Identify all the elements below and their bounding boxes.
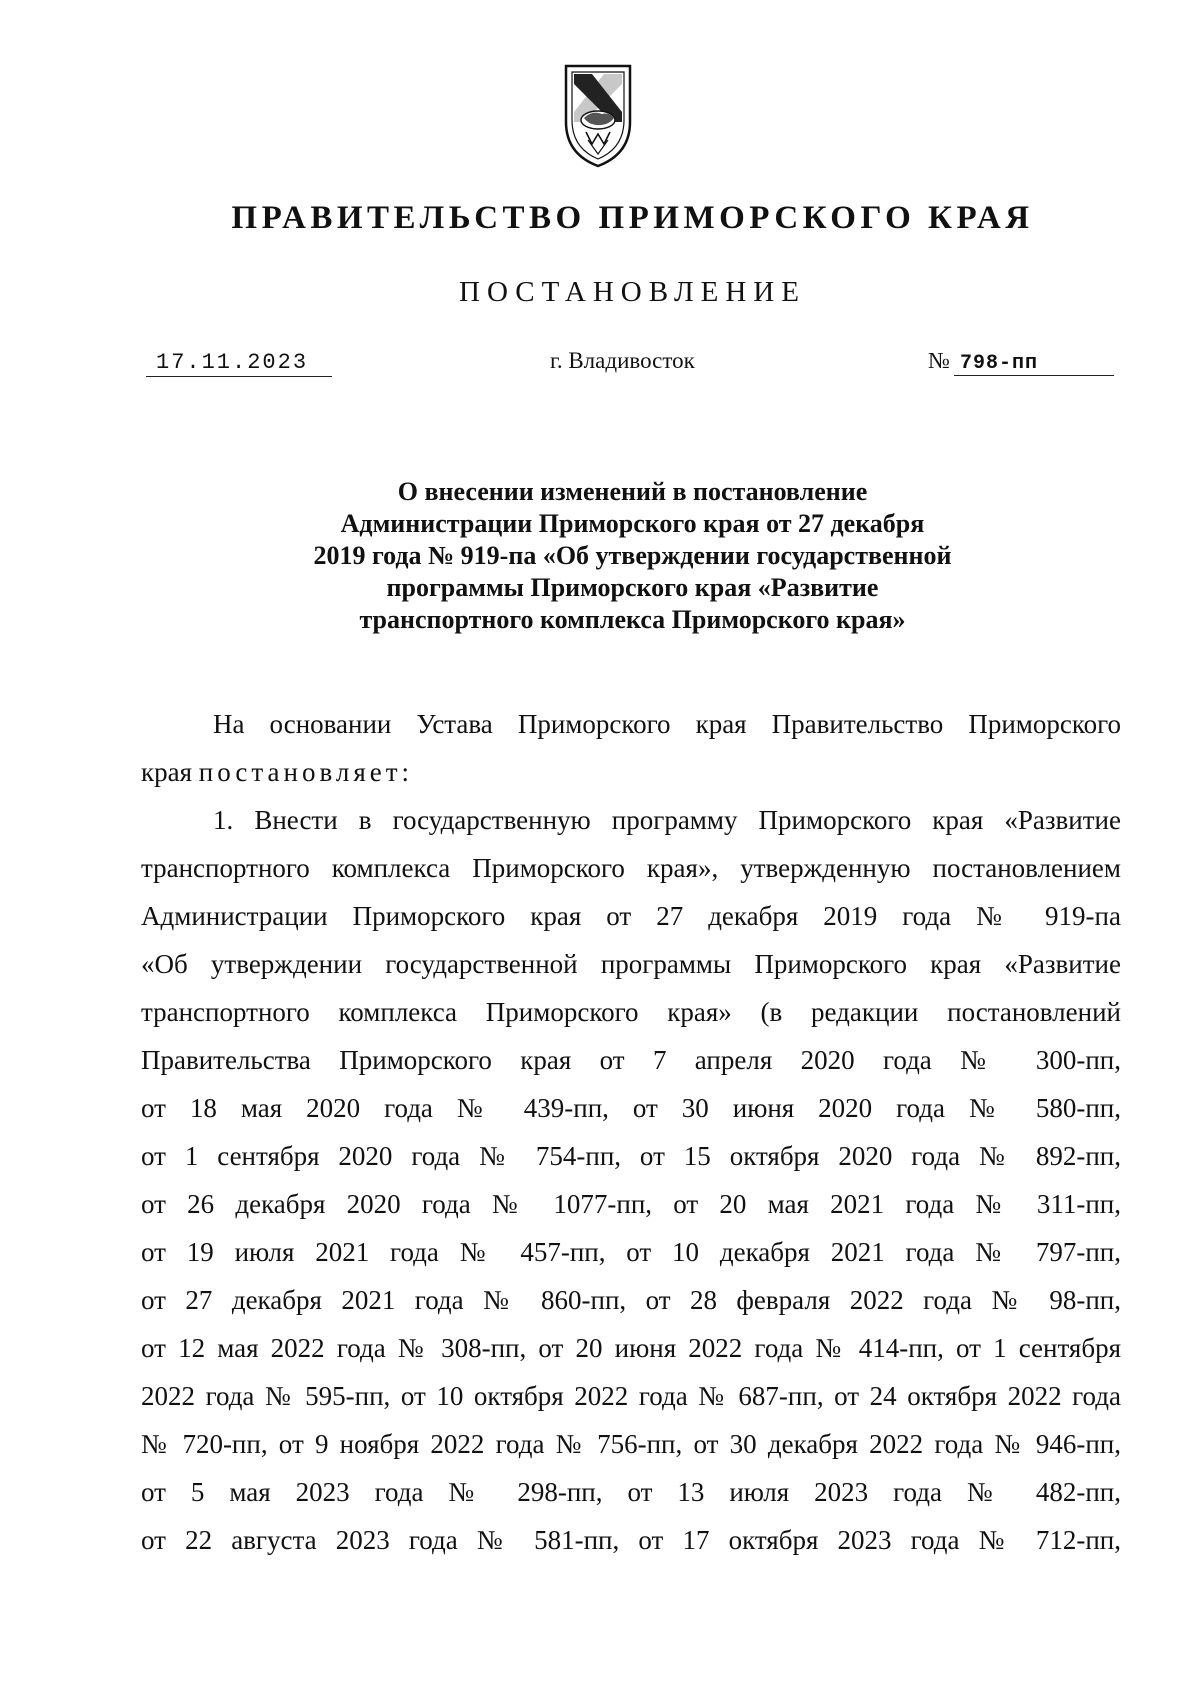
preamble-line: На основании Устава Приморского края Правительство Приморского bbox=[213, 709, 1121, 739]
subject-line: транспортного комплекса Приморского края» bbox=[359, 605, 906, 634]
item-line: от 27 декабря 2021 года № 860-пп, от 28 февраля 2022 года № 98-пп, bbox=[141, 1285, 1121, 1315]
government-title: ПРАВИТЕЛЬСТВО ПРИМОРСКОГО КРАЯ bbox=[231, 200, 1034, 236]
item-line: от 22 августа 2023 года № 581-пп, от 17 октября 2023 года № 712-пп, bbox=[141, 1525, 1121, 1555]
document-city: г. Владивосток bbox=[550, 348, 695, 373]
preamble-line bbox=[141, 748, 1121, 796]
preamble-paragraph bbox=[141, 700, 1121, 796]
item-line: «Об утверждении государственной программы Приморского края «Развитие bbox=[141, 949, 1121, 979]
document-date: 17.11.2023 bbox=[146, 350, 332, 377]
item-line: 1. Внести в государственную программу Приморского края «Развитие bbox=[213, 805, 1121, 835]
resolves-word: постановляет: bbox=[198, 757, 414, 787]
document-type: ПОСТАНОВЛЕНИЕ bbox=[459, 276, 806, 308]
item-line: 2022 года № 595-пп, от 10 октября 2022 года № 687-пп, от 24 октября 2022 года bbox=[141, 1381, 1121, 1411]
item-line: Правительства Приморского края от 7 апреля 2020 года № 300-пп, bbox=[141, 1045, 1121, 1075]
item-line: № 720-пп, от 9 ноября 2022 года № 756-пп, от 30 декабря 2022 года № 946-пп, bbox=[141, 1429, 1121, 1459]
item-line: транспортного комплекса Приморского края», утвержденную постановлением bbox=[141, 853, 1121, 883]
item-1-paragraph bbox=[141, 796, 1121, 1564]
document-number bbox=[928, 348, 1114, 376]
preamble-text: края bbox=[141, 757, 193, 787]
item-line: от 5 мая 2023 года № 298-пп, от 13 июля 2023 года № 482-пп, bbox=[141, 1477, 1121, 1507]
item-line: Администрации Приморского края от 27 декабря 2019 года № 919-па bbox=[141, 901, 1121, 931]
document-subject bbox=[0, 476, 1200, 636]
coat-of-arms-icon bbox=[562, 62, 634, 172]
item-line: от 1 сентября 2020 года № 754-пп, от 15 октября 2020 года № 892-пп, bbox=[141, 1141, 1121, 1171]
item-line: от 26 декабря 2020 года № 1077-пп, от 20 мая 2021 года № 311-пп, bbox=[141, 1189, 1121, 1219]
subject-line: О внесении изменений в постановление bbox=[397, 477, 868, 506]
item-line: от 19 июля 2021 года № 457-пп, от 10 декабря 2021 года № 797-пп, bbox=[141, 1237, 1121, 1267]
subject-line: Администрации Приморского края от 27 декабря bbox=[340, 509, 925, 538]
subject-line: программы Приморского края «Развитие bbox=[386, 573, 879, 602]
number-sign: № bbox=[928, 348, 950, 373]
item-line: транспортного комплекса Приморского края» (в редакции постановлений bbox=[141, 997, 1121, 1027]
subject-line: 2019 года № 919-па «Об утверждении государственной bbox=[313, 541, 952, 570]
item-line: от 18 мая 2020 года № 439-пп, от 30 июня 2020 года № 580-пп, bbox=[141, 1093, 1121, 1123]
item-line: от 12 мая 2022 года № 308-пп, от 20 июня 2022 года № 414-пп, от 1 сентября bbox=[141, 1333, 1121, 1363]
document-number-value: 798-пп bbox=[954, 352, 1114, 376]
